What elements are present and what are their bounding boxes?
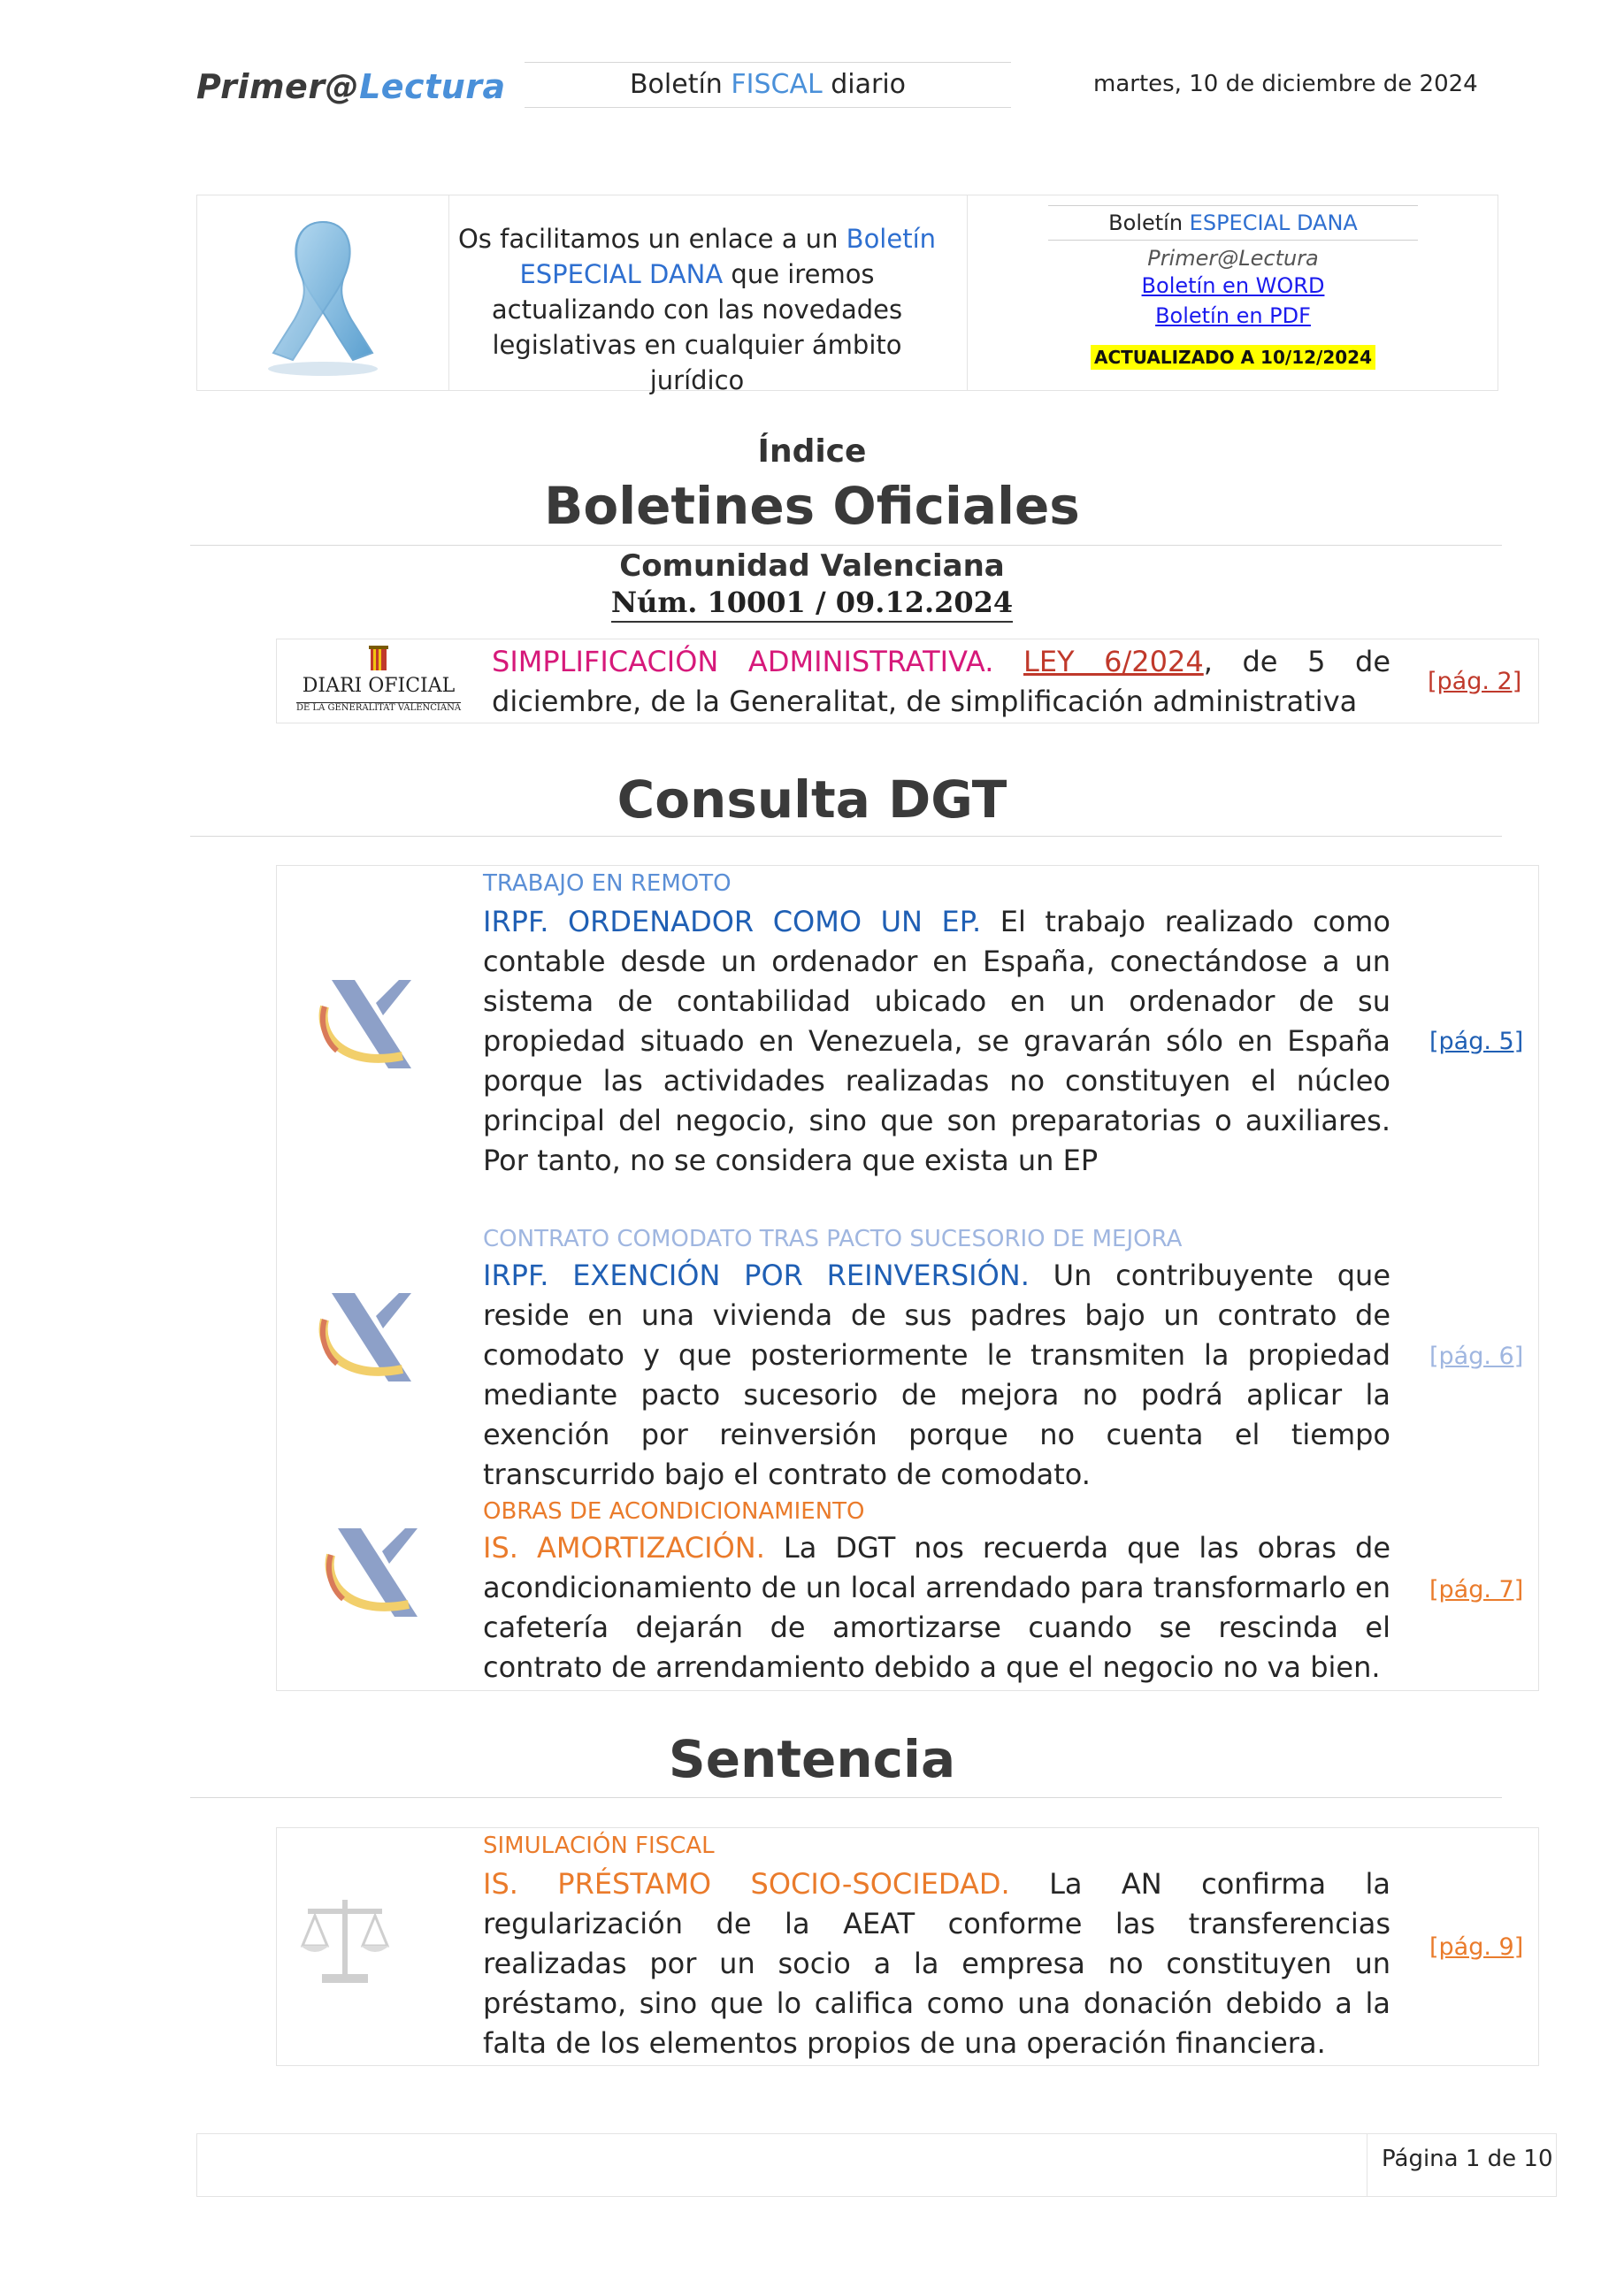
region-title: Comunidad Valenciana — [619, 548, 1005, 584]
dana-panel-title: Boletín ESPECIAL DANA — [1048, 205, 1418, 241]
page-link-7[interactable]: [pág. 7] — [1429, 1576, 1524, 1603]
section-heading-sentencia: Sentencia — [668, 1729, 956, 1789]
page-link-5[interactable]: [pág. 5] — [1429, 1028, 1524, 1055]
sentencia-item: IS. PRÉSTAMO SOCIO-SOCIEDAD. La AN confirma la regularización de la AEAT conforme las transferencias realizadas por un socio a la empresa no constituyen un préstamo, sino que lo califica como una donación debido a la falta de los elementos propios de una operación financiera. — [483, 1867, 1391, 2060]
aeat-logo-icon — [320, 1528, 426, 1617]
dogv-logo: DIARI OFICIAL DE LA GENERALITAT VALENCIANA — [287, 646, 470, 716]
item-kicker: CONTRATO COMODATO TRAS PACTO SUCESORIO DE MEJORA — [483, 1226, 1183, 1252]
bulletin-title: Boletín FISCAL diario — [525, 62, 1011, 108]
section-heading-consulta: Consulta DGT — [617, 769, 1007, 830]
index-title: Índice — [757, 433, 867, 470]
divider — [190, 836, 1502, 837]
dana-links-panel — [1048, 205, 1418, 370]
updated-badge: ACTUALIZADO A 10/12/2024 — [1091, 345, 1375, 370]
page-link-2[interactable]: [pág. 2] — [1428, 668, 1522, 695]
item-kicker: TRABAJO EN REMOTO — [483, 870, 732, 897]
dana-description: Os facilitamos un enlace a un Boletín ESPECIAL DANA que iremos actualizando con las novedades legislativas en cualquier ámbito jurídico — [457, 224, 937, 395]
item-kicker: OBRAS DE ACONDICIONAMIENTO — [483, 1498, 865, 1525]
bulletin-number: Núm. 10001 / 09.12.2024 — [0, 585, 1624, 619]
page-footer — [196, 2133, 1557, 2197]
divider — [190, 1797, 1502, 1798]
consulta-item-3: IS. AMORTIZACIÓN. La DGT nos recuerda que las obras de acondicionamiento de un local arrendado para transformarlo en cafetería dejarán de amortizarse cuando se rescinda el contrato de arrendamiento debido a que el negocio no va bien. — [483, 1531, 1391, 1684]
section-heading-boletines: Boletines Oficiales — [544, 476, 1080, 536]
divider — [190, 545, 1502, 546]
consulta-item-2: IRPF. EXENCIÓN POR REINVERSIÓN. Un contribuyente que reside en una vivienda de sus padres bajo un contrato de comodato y que posteriormente le transmiten la propiedad mediante pacto sucesorio de mejora no podrá aplicar la exención por reinversión porque no cuenta el tiempo transcurrido bajo el contrato de comodato. — [483, 1259, 1390, 1491]
awareness-ribbon-icon — [197, 195, 448, 390]
law-link[interactable]: LEY 6/2024 — [1023, 645, 1204, 678]
page-link-9[interactable]: [pág. 9] — [1429, 1933, 1524, 1961]
page-number: Página 1 de 10 — [1382, 2146, 1553, 2172]
boletin-item-text: SIMPLIFICACIÓN ADMINISTRATIVA. LEY 6/2024, de 5 de diciembre, de la Generalitat, de simplificación administrativa — [492, 645, 1390, 718]
aeat-logo-icon — [314, 1293, 420, 1381]
scales-of-justice-icon — [295, 1893, 395, 1988]
coat-of-arms-icon — [365, 646, 392, 676]
dana-panel-brand: Primer@Lectura — [1147, 246, 1319, 271]
pdf-link[interactable]: Boletín en PDF — [1155, 303, 1311, 328]
ribbon-cell — [197, 195, 449, 390]
brand-logo: Primer@Lectura — [196, 67, 506, 106]
page-link-6[interactable]: [pág. 6] — [1429, 1343, 1524, 1370]
consulta-item-1: IRPF. ORDENADOR COMO UN EP. El trabajo realizado como contable desde un ordenador en España, conectándose a un sistema de contabilidad ubicado en un ordenador de su propiedad situado en Venezuela, se gravarán sólo en España porque las actividades realizadas no constituyen el núcleo principal del negocio, sino que son preparatorias o auxiliares. Por tanto, no se considera que exista un EP — [483, 905, 1390, 1177]
header-date: martes, 10 de diciembre de 2024 — [1093, 71, 1478, 97]
aeat-logo-icon — [314, 980, 420, 1068]
item-kicker: SIMULACIÓN FISCAL — [483, 1833, 715, 1859]
word-link[interactable]: Boletín en WORD — [1141, 273, 1325, 298]
